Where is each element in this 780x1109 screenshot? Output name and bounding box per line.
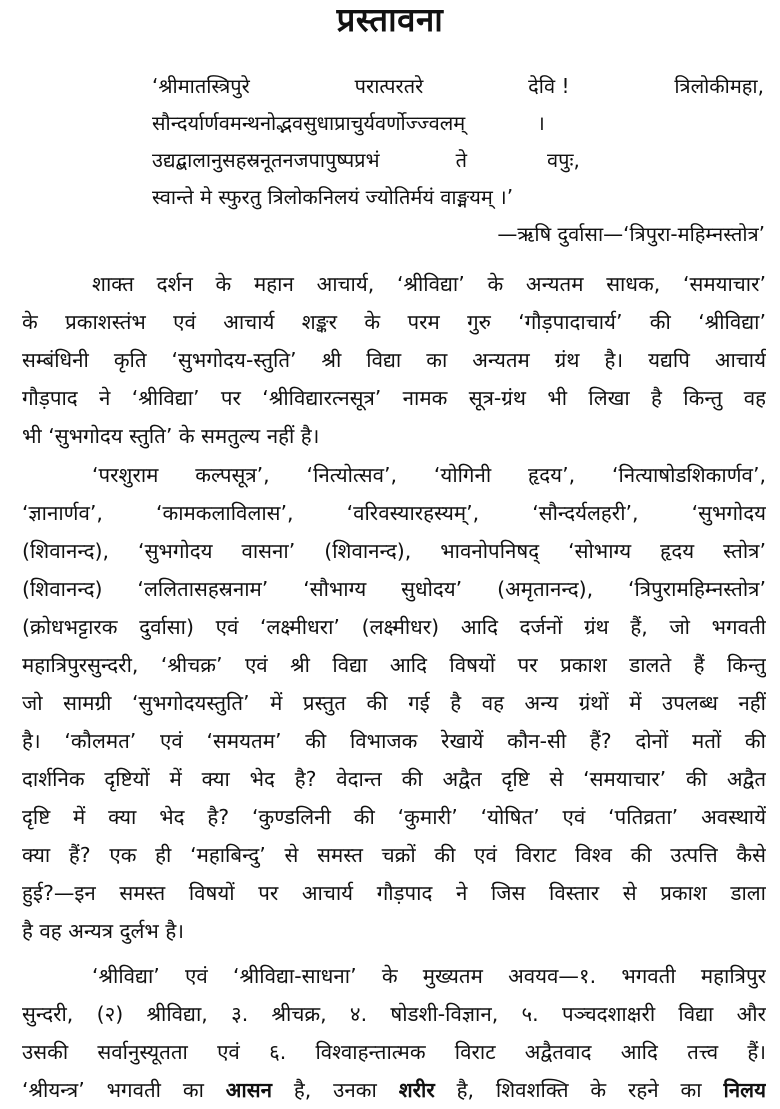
text-line: (क्रोधभट्टारक दुर्वासा) एवं ‘लक्ष्मीधरा’ (लक्ष्मीधर) आदि दर्जनों ग्रंथ हैं, जो भगवती <box>22 615 766 639</box>
bold-term-asana: आसन <box>225 1078 272 1102</box>
page-title: प्रस्तावना <box>336 0 444 39</box>
text-line: (शिवानन्द), ‘सुभगोदय वासना’ (शिवानन्द), भावनोपनिषद् ‘सोभाग्य हृदय स्तोत्र’ <box>22 539 766 563</box>
verse-word: ते <box>455 148 468 172</box>
text-line: सम्बंधिनी कृति ‘सुभगोदय-स्तुति’ श्री विद्या का अन्यतम ग्रंथ है। यद्यपि आचार्य <box>22 348 766 372</box>
text-line: हुई?—इन समस्त विषयों पर आचार्य गौड़पाद ने जिस विस्तार से प्रकाश डाला <box>22 881 766 905</box>
verse-word: सौन्दर्यार्णवमन्थनोद्भवसुधाप्राचुर्यवर्णोज्ज्वलम् <box>152 111 466 135</box>
paragraph-1 <box>22 265 766 455</box>
text-line-with-bold <box>22 1071 766 1109</box>
text-line: (शिवानन्द) ‘ललितासहस्रनाम’ ‘सौभाग्य सुधोदय’ (अमृतानन्द), ‘त्रिपुरामहिम्नस्तोत्र’ <box>22 577 766 601</box>
text-line: दृष्टि में क्या भेद है? ‘कुण्डलिनी की ‘कुमारी’ ‘योषित’ एवं ‘पतिव्रता’ अवस्थायें <box>22 805 766 829</box>
verse-word: स्वान्ते मे स्फुरतु त्रिलोकनिलयं ज्योतिर्मयं वाङ्मयम् ।’ <box>152 185 514 209</box>
text-line: महात्रिपुरसुन्दरी, ‘श्रीचक्र’ एवं श्री विद्या आदि विषयों पर प्रकाश डालते हैं किन्तु <box>22 653 766 677</box>
text-line: उसकी सर्वानुस्यूतता एवं ६. विश्वाहन्तात्मक विराट अद्वैतवाद आदि तत्त्व हैं। <box>22 1040 766 1064</box>
text-line: क्या हैं? एक ही ‘महाबिन्दु’ से समस्त चक्रों की एवं विराट विश्व की उत्पत्ति कैसे <box>22 843 766 867</box>
paragraph-3 <box>22 957 766 1109</box>
verse-word: वपुः, <box>547 148 580 172</box>
verse-danda: । <box>537 111 545 135</box>
verse-word: उद्यद्बालानुसहस्रनूतनजपापुष्पप्रभं <box>152 148 380 172</box>
verse-line-3 <box>152 142 764 179</box>
verse-word: देवि ! <box>528 74 570 98</box>
text-line: शाक्त दर्शन के महान आचार्य, ‘श्रीविद्या’ के अन्यतम साधक, ‘समयाचार’ <box>92 272 766 296</box>
bold-term-nilaya: निलय <box>723 1078 766 1102</box>
verse-word: ‘श्रीमातस्त्रिपुरे <box>152 74 250 98</box>
text-line: ‘ज्ञानार्णव’, ‘कामकलाविलास’, ‘वरिवस्यारहस्यम्’, ‘सौन्दर्यलहरी’, ‘सुभगोदय <box>22 501 766 525</box>
bold-term-sharira: शरीर <box>398 1078 435 1102</box>
text-line: जो सामग्री ‘सुभगोदयस्तुति’ में प्रस्तुत की गई है वह अन्य ग्रंथों में उपलब्ध नहीं <box>22 691 766 715</box>
text-line: ‘श्रीविद्या’ एवं ‘श्रीविद्या-साधना’ के मुख्यतम अवयव—१. भगवती महात्रिपुर <box>92 964 766 988</box>
verse-word: त्रिलोकीमहा, <box>674 74 764 98</box>
text-line: दार्शनिक दृष्टियों में क्या भेद है? वेदान्त की अद्वैत दृष्टि से ‘समयाचार’ की अद्वैत <box>22 767 766 791</box>
text-line: ‘परशुराम कल्पसूत्र’, ‘नित्योत्सव’, ‘योगिनी हृदय’, ‘नित्याषोडशिकार्णव’, <box>92 463 766 487</box>
text-line: के प्रकाशस्तंभ एवं आचार्य शङ्कर के परम गुरु ‘गौड़पादाचार्य’ की ‘श्रीविद्या’ <box>22 310 766 334</box>
text-run: ‘श्रीयन्त्र’ भगवती का <box>22 1078 226 1102</box>
verse-attribution: —ऋषि दुर्वासा—‘त्रिपुरा-महिम्नस्तोत्र’ <box>497 222 765 246</box>
text-line: भी ‘सुभगोदय स्तुति’ के समतुल्य नहीं है। <box>22 424 320 448</box>
verse-line-4 <box>152 179 764 216</box>
text-run: है, उनका <box>271 1078 399 1102</box>
verse-line-2 <box>152 105 764 142</box>
text-line: सुन्दरी, (२) श्रीविद्या, ३. श्रीचक्र, ४. षोडशी-विज्ञान, ५. पञ्चदशाक्षरी विद्या और <box>22 1002 766 1026</box>
epigraph-verse <box>152 68 764 216</box>
text-line: है। ‘कौलमत’ एवं ‘समयतम’ की विभाजक रेखायें कौन-सी हैं? दोनों मतों की <box>22 729 766 753</box>
verse-line-1 <box>152 68 764 105</box>
verse-word: परात्परतरे <box>354 74 424 98</box>
text-line: है वह अन्यत्र दुर्लभ है। <box>22 919 185 943</box>
text-line: गौड़पाद ने ‘श्रीविद्या’ पर ‘श्रीविद्यारत्नसूत्र’ नामक सूत्र-ग्रंथ भी लिखा है किन्तु वह <box>22 386 766 410</box>
text-run: है, शिवशक्ति के रहने का <box>434 1078 724 1102</box>
paragraph-2 <box>22 456 766 950</box>
